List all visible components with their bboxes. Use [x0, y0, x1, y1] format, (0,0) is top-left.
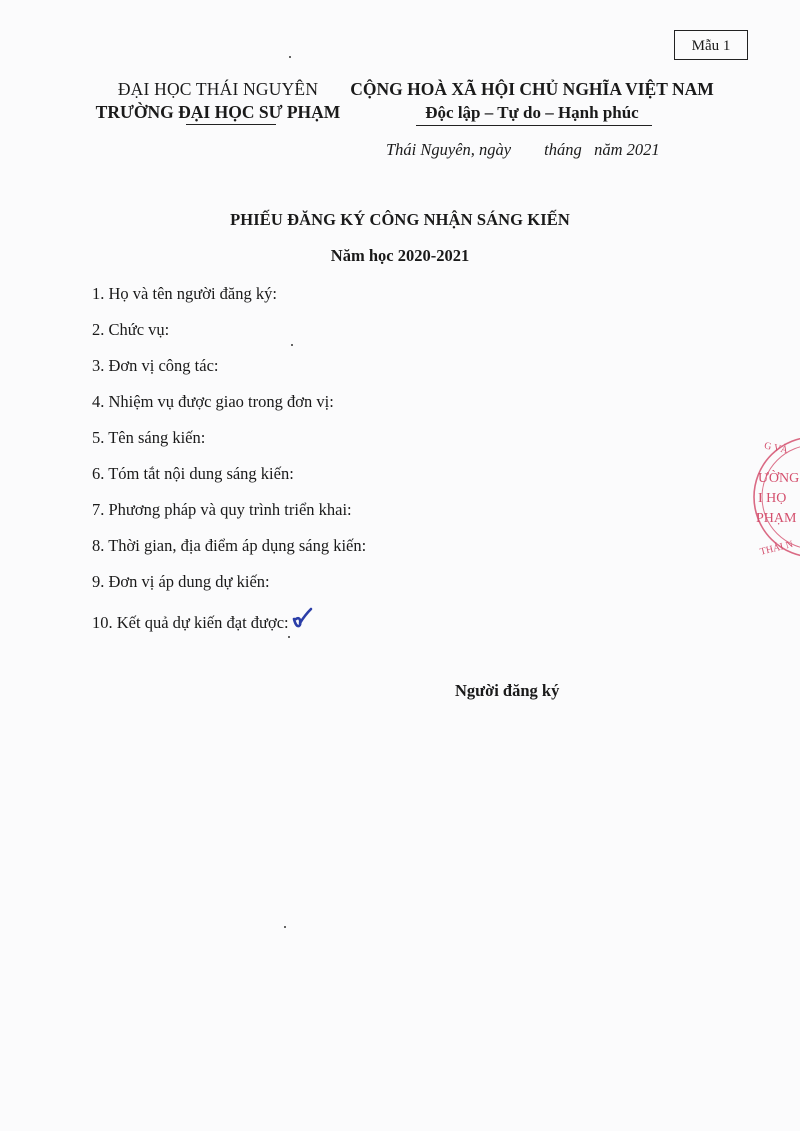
- field-position: 2. Chức vụ:: [92, 320, 170, 339]
- field-content-summary: 6. Tóm tắt nội dung sáng kiến:: [92, 464, 294, 483]
- svg-text:THÁI N: THÁI N: [758, 538, 795, 558]
- svg-text:I HỌ: I HỌ: [758, 491, 787, 506]
- nation-line-2: Độc lập – Tự do – Hạnh phúc: [425, 103, 639, 122]
- field-full-name: 1. Họ và tên người đăng ký:: [92, 284, 277, 303]
- school-year: Năm học 2020-2021: [330, 246, 470, 265]
- field-work-unit: 3. Đơn vị công tác:: [92, 356, 219, 375]
- date-line: Thái Nguyên, ngày tháng năm 2021: [386, 140, 660, 159]
- field-assigned-duties: 4. Nhiệm vụ được giao trong đơn vị:: [92, 392, 334, 411]
- field-expected-results: 10. Kết quả dự kiến đạt được:: [92, 607, 366, 643]
- field-method-process: 7. Phương pháp và quy trình triển khai:: [92, 500, 352, 519]
- org-underline: [186, 124, 276, 125]
- scan-speck: [284, 926, 286, 928]
- form-code-label: Mẫu 1: [691, 38, 731, 54]
- svg-text:PHẠM: PHẠM: [756, 511, 797, 526]
- form-fields: [92, 283, 366, 643]
- svg-text:ƯỜNG: ƯỜNG: [758, 471, 800, 486]
- scan-speck: [291, 344, 293, 346]
- form-code-box: [674, 30, 748, 60]
- nation-line-1: CỘNG HOÀ XÃ HỘI CHỦ NGHĨA VIỆT NAM: [350, 79, 714, 99]
- scan-speck: [289, 56, 291, 58]
- field-applying-unit: 9. Đơn vị áp dung dự kiến:: [92, 572, 270, 591]
- official-stamp-icon: [752, 432, 800, 562]
- org-line-2: TRƯỜNG ĐẠI HỌC SƯ PHẠM: [95, 102, 341, 122]
- org-line-1: ĐẠI HỌC THÁI NGUYÊN: [117, 79, 319, 99]
- form-title: PHIẾU ĐĂNG KÝ CÔNG NHẬN SÁNG KIẾN: [230, 210, 570, 229]
- field-time-place: 8. Thời gian, địa điểm áp dụng sáng kiến:: [92, 536, 367, 555]
- field-initiative-name: 5. Tên sáng kiến:: [92, 428, 206, 447]
- national-motto: [346, 78, 718, 126]
- svg-text:G VÀ: G VÀ: [763, 440, 789, 457]
- issuing-organization: [90, 78, 346, 125]
- motto-underline: [416, 125, 652, 126]
- signer-label: Người đăng ký: [455, 681, 560, 700]
- scan-speck: [288, 636, 290, 638]
- check-mark-icon: [291, 607, 313, 637]
